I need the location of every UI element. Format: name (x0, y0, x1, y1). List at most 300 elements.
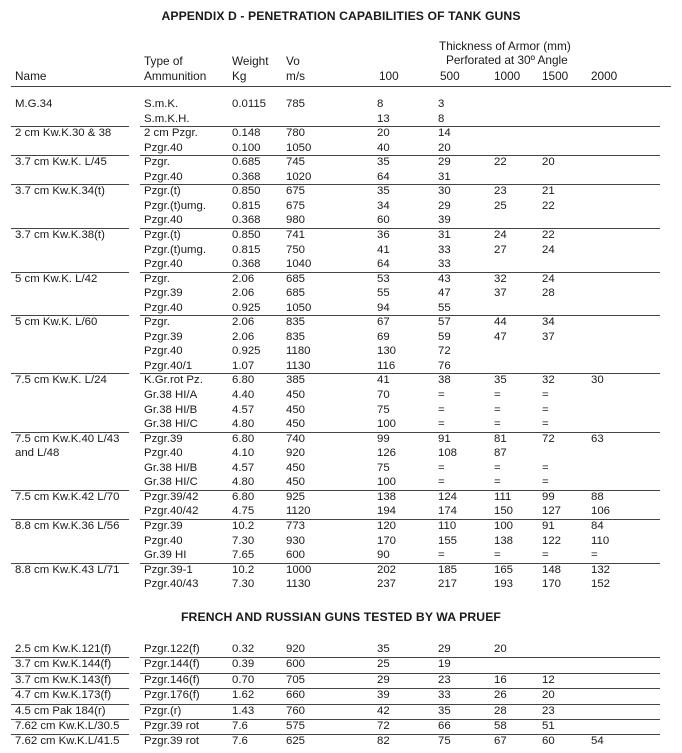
group-rule-data (140, 688, 660, 689)
pen-1000: 150 (494, 505, 514, 518)
weight-value: 2.06 (232, 287, 255, 300)
table-row (0, 643, 682, 656)
pen-500: 108 (438, 447, 458, 460)
pen-500: 47 (438, 287, 451, 300)
velocity-value: 741 (286, 228, 306, 241)
velocity-value: 925 (286, 490, 306, 503)
pen-1000: = (494, 418, 501, 431)
velocity-value: 1020 (286, 170, 312, 183)
table-row (0, 564, 682, 577)
ammunition-type: Pzgr.39 (144, 432, 183, 445)
pen-500: 33 (438, 258, 451, 271)
pen-100: 120 (377, 519, 397, 532)
group-rule-data (140, 519, 660, 520)
pen-100: 90 (377, 549, 390, 562)
pen-1000: 26 (494, 689, 507, 702)
group-rule-name (11, 490, 129, 491)
pen-1500: = (542, 549, 549, 562)
pen-500: 23 (438, 673, 451, 686)
pen-500: 185 (438, 563, 458, 576)
table-row (0, 520, 682, 533)
gun-name: 3.7 cm Kw.K. L/45 (15, 156, 107, 169)
pen-100: 94 (377, 301, 390, 314)
group-rule-name (11, 704, 129, 705)
ammunition-type: Pzgr.39 (144, 330, 183, 343)
weight-header-1: Weight (232, 54, 269, 68)
pen-1000: 165 (494, 563, 514, 576)
pen-100: 126 (377, 447, 397, 460)
table-row (0, 505, 682, 518)
gun-name: M.G.34 (15, 98, 53, 110)
ammunition-type: Pzgr.40/1 (144, 359, 193, 372)
group-rule-data (140, 184, 660, 185)
velocity-value: 1050 (286, 141, 312, 154)
pen-2000: 54 (591, 735, 604, 748)
group-rule-name (11, 126, 129, 127)
pen-100: 72 (377, 720, 390, 732)
ammunition-type: Pzgr.(t)umg. (144, 243, 207, 256)
range-header-1500: 1500 (542, 69, 569, 83)
pen-1000: 23 (494, 185, 507, 198)
velocity-value: 1050 (286, 301, 312, 314)
velocity-value: 785 (286, 98, 306, 110)
pen-100: 8 (377, 98, 384, 110)
pen-100: 39 (377, 689, 390, 702)
table-row (0, 214, 682, 227)
pen-500: 43 (438, 272, 451, 285)
weight-value: 7.65 (232, 549, 255, 562)
ammunition-type: K.Gr.rot Pz. (144, 374, 203, 387)
pen-500: 33 (438, 243, 451, 256)
table-row (0, 476, 682, 489)
pen-1000: 87 (494, 447, 507, 460)
pen-1500: 24 (542, 243, 555, 256)
ammunition-type: Pzgr.40 (144, 214, 183, 227)
pen-100: 237 (377, 578, 397, 591)
range-header-1000: 1000 (494, 69, 521, 83)
weight-value: 10.2 (232, 519, 255, 532)
pen-500: 217 (438, 578, 458, 591)
pen-1500: 148 (542, 563, 562, 576)
pen-1500: = (542, 476, 549, 489)
table-row (0, 705, 682, 718)
ammunition-type: Pzgr.39 (144, 519, 183, 532)
pen-100: 40 (377, 141, 390, 154)
weight-value: 4.57 (232, 403, 255, 416)
pen-100: 13 (377, 112, 390, 125)
velocity-value: 685 (286, 287, 306, 300)
pen-100: 100 (377, 418, 397, 431)
pen-500: = (438, 461, 445, 474)
pen-1500: 28 (542, 287, 555, 300)
table-row (0, 404, 682, 417)
pen-500: 91 (438, 432, 451, 445)
table-row (0, 244, 682, 257)
gun-name: 8.8 cm Kw.K.43 L/71 (15, 563, 120, 576)
group-rule-data (140, 657, 660, 658)
weight-value: 0.32 (232, 643, 255, 655)
pen-2000: 63 (591, 432, 604, 445)
weight-value: 1.07 (232, 359, 255, 372)
table-row (0, 720, 682, 733)
pen-100: 42 (377, 704, 390, 717)
pen-1000: 24 (494, 228, 507, 241)
ammunition-type: Pzgr.146(f) (144, 673, 200, 686)
pen-1500: 99 (542, 490, 555, 503)
weight-value: 7.6 (232, 720, 248, 732)
pen-500: = (438, 549, 445, 562)
velocity-value: 675 (286, 185, 306, 198)
group-rule-data (140, 432, 660, 433)
pen-1500: = (542, 418, 549, 431)
pen-100: 67 (377, 316, 390, 329)
pen-100: 130 (377, 345, 397, 358)
type-header-2: Ammunition (144, 69, 207, 83)
ammunition-type: Gr.39 HI (144, 549, 187, 562)
weight-value: 1.62 (232, 689, 255, 702)
pen-500: 33 (438, 689, 451, 702)
pen-1000: = (494, 549, 501, 562)
velocity-value: 750 (286, 243, 306, 256)
gun-name: and L/48 (15, 447, 60, 460)
vo-header-1: Vo (286, 54, 300, 68)
velocity-value: 1040 (286, 258, 312, 271)
pen-500: 31 (438, 228, 451, 241)
weight-value: 6.80 (232, 432, 255, 445)
weight-value: 0.100 (232, 141, 261, 154)
ammunition-type: Gr.38 HI/C (144, 418, 198, 431)
pen-500: 174 (438, 505, 458, 518)
weight-value: 7.6 (232, 735, 248, 748)
gun-name: 4.5 cm Pak 184(r) (15, 704, 106, 717)
ammunition-type: Gr.38 HI/B (144, 461, 198, 474)
table-row (0, 113, 682, 126)
group-rule-name (11, 563, 129, 564)
weight-value: 0.368 (232, 258, 261, 271)
group-rule-name (11, 228, 129, 229)
pen-2000: 152 (591, 578, 611, 591)
weight-value: 0.148 (232, 127, 261, 140)
velocity-value: 1130 (286, 359, 311, 372)
pen-1000: 25 (494, 199, 507, 212)
weight-value: 0.850 (232, 185, 261, 198)
pen-500: 8 (438, 112, 445, 125)
weight-value: 2.06 (232, 316, 255, 329)
velocity-value: 450 (286, 476, 306, 489)
group-rule-data (140, 373, 660, 374)
pen-500: = (438, 403, 445, 416)
pen-100: 75 (377, 403, 390, 416)
group-rule-name (11, 373, 129, 374)
velocity-value: 685 (286, 272, 306, 285)
ammunition-type: Gr.38 HI/C (144, 476, 198, 489)
pen-1500: 22 (542, 199, 555, 212)
table-row (0, 171, 682, 184)
gun-name: 3.7 cm Kw.K.34(t) (15, 185, 105, 198)
velocity-value: 705 (286, 673, 306, 686)
pen-1500: 37 (542, 330, 555, 343)
pen-100: 82 (377, 735, 390, 748)
velocity-value: 575 (286, 720, 306, 732)
angle-header: Perforated at 30º Angle (446, 53, 568, 67)
pen-100: 170 (377, 534, 397, 547)
pen-100: 99 (377, 432, 390, 445)
group-rule-data (140, 315, 660, 316)
group-rule-data (140, 734, 660, 735)
weight-value: 0.815 (232, 199, 261, 212)
pen-1000: 28 (494, 704, 507, 717)
velocity-value: 1120 (286, 505, 311, 518)
velocity-value: 600 (286, 658, 306, 671)
pen-1500: 21 (542, 185, 555, 198)
table-row (0, 689, 682, 702)
weight-value: 0.368 (232, 170, 261, 183)
velocity-value: 1000 (286, 563, 312, 576)
pen-1000: 20 (494, 643, 507, 655)
pen-500: = (438, 418, 445, 431)
pen-100: 35 (377, 643, 390, 655)
group-rule-data (140, 155, 660, 156)
pen-100: 100 (377, 476, 397, 489)
ammunition-type: Pzgr.40 (144, 534, 183, 547)
group-rule-data (140, 563, 660, 564)
pen-1500: = (542, 461, 549, 474)
pen-2000: 84 (591, 519, 604, 532)
weight-value: 6.80 (232, 374, 255, 387)
type-header-1: Type of (144, 54, 183, 68)
group-rule-data (140, 704, 660, 705)
group-rule-data (140, 719, 660, 720)
pen-100: 194 (377, 505, 397, 518)
ammunition-type: Pzgr.40/42 (144, 505, 199, 518)
velocity-value: 385 (286, 374, 306, 387)
table-row (0, 156, 682, 169)
pen-500: 75 (438, 735, 451, 748)
table-row (0, 331, 682, 344)
pen-100: 25 (377, 658, 390, 671)
range-header-500: 500 (440, 69, 460, 83)
pen-100: 70 (377, 389, 390, 401)
table-row (0, 447, 682, 460)
table-row (0, 735, 682, 748)
pen-1500: 91 (542, 519, 555, 532)
table-row (0, 578, 682, 591)
weight-header-2: Kg (232, 69, 247, 83)
velocity-value: 450 (286, 389, 306, 401)
pen-1000: 22 (494, 156, 507, 169)
table-row (0, 258, 682, 271)
pen-1500: 23 (542, 704, 555, 717)
ammunition-type: S.m.K. (144, 98, 179, 110)
pen-1000: 44 (494, 316, 507, 329)
pen-500: 72 (438, 345, 451, 358)
ammunition-type: Pzgr.40 (144, 258, 183, 271)
gun-name: 7.62 cm Kw.K.L/41.5 (15, 735, 120, 748)
pen-1000: = (494, 389, 501, 401)
pen-100: 35 (377, 185, 390, 198)
group-rule-data (140, 673, 660, 674)
velocity-value: 1130 (286, 578, 311, 591)
ammunition-type: Pzgr.39 rot (144, 735, 200, 748)
ammunition-type: Pzgr.(r) (144, 704, 182, 717)
thickness-header: Thickness of Armor (mm) (439, 39, 571, 53)
gun-name: 7.5 cm Kw.K. L/24 (15, 374, 107, 387)
page-title: APPENDIX D - PENETRATION CAPABILITIES OF TANK GUNS (161, 9, 521, 23)
pen-1500: 20 (542, 156, 555, 169)
pen-1000: 138 (494, 534, 514, 547)
pen-1500: 122 (542, 534, 562, 547)
group-rule-name (11, 432, 129, 433)
pen-2000: 132 (591, 563, 611, 576)
table-row (0, 433, 682, 446)
header-rule (11, 86, 671, 87)
velocity-value: 1180 (286, 345, 311, 358)
gun-name: 5 cm Kw.K. L/42 (15, 272, 98, 285)
range-header-2000: 2000 (591, 69, 618, 83)
velocity-value: 920 (286, 643, 306, 655)
velocity-value: 930 (286, 534, 306, 547)
pen-100: 60 (377, 214, 390, 227)
pen-100: 75 (377, 461, 390, 474)
ammunition-type: Pzgr.40 (144, 345, 183, 358)
pen-100: 53 (377, 272, 390, 285)
pen-500: 76 (438, 359, 451, 372)
ammunition-type: Pzgr.39 (144, 287, 183, 300)
ammunition-type: Pzgr.176(f) (144, 689, 200, 702)
ammunition-type: Pzgr.40/43 (144, 578, 199, 591)
weight-value: 2.06 (232, 330, 255, 343)
pen-2000: 106 (591, 505, 611, 518)
pen-500: 30 (438, 185, 451, 198)
group-rule-name (11, 155, 129, 156)
velocity-value: 660 (286, 689, 306, 702)
pen-500: 31 (438, 170, 451, 183)
weight-value: 2.06 (232, 272, 255, 285)
section-2-title: FRENCH AND RUSSIAN GUNS TESTED BY WA PRUEF (181, 610, 501, 624)
pen-500: 19 (438, 658, 451, 671)
pen-1500: 60 (542, 735, 555, 748)
pen-1000: 16 (494, 673, 507, 686)
pen-1500: 20 (542, 689, 555, 702)
pen-1500: 12 (542, 673, 555, 686)
velocity-value: 675 (286, 199, 306, 212)
ammunition-type: 2 cm Pzgr. (144, 127, 198, 140)
pen-100: 116 (377, 359, 396, 372)
weight-value: 10.2 (232, 563, 255, 576)
weight-value: 4.10 (232, 447, 255, 460)
table-row (0, 374, 682, 387)
pen-1000: = (494, 476, 501, 489)
pen-500: 29 (438, 643, 451, 655)
table-row (0, 287, 682, 300)
velocity-value: 773 (286, 519, 306, 532)
pen-500: 155 (438, 534, 458, 547)
group-rule-name (11, 734, 129, 735)
pen-1000: 37 (494, 287, 507, 300)
pen-1500: 51 (542, 720, 555, 732)
pen-100: 55 (377, 287, 390, 300)
velocity-value: 780 (286, 127, 306, 140)
table-row (0, 302, 682, 315)
gun-name: 8.8 cm Kw.K.36 L/56 (15, 519, 120, 532)
ammunition-type: Pzgr.(t) (144, 185, 181, 198)
gun-name: 7.62 cm Kw.K.L/30.5 (15, 720, 120, 732)
ammunition-type: Pzgr.39/42 (144, 490, 199, 503)
velocity-value: 625 (286, 735, 306, 748)
pen-1000: 47 (494, 330, 507, 343)
weight-value: 0.925 (232, 345, 261, 358)
pen-1500: = (542, 403, 549, 416)
pen-1500: 127 (542, 505, 562, 518)
ammunition-type: Pzgr.(t) (144, 228, 181, 241)
table-row (0, 491, 682, 504)
pen-1500: 34 (542, 316, 555, 329)
pen-500: 39 (438, 214, 451, 227)
weight-value: 0.0115 (232, 98, 266, 110)
pen-500: 29 (438, 199, 451, 212)
ammunition-type: Pzgr. (144, 316, 170, 329)
pen-1000: 100 (494, 519, 514, 532)
velocity-value: 450 (286, 461, 306, 474)
pen-1500: = (542, 389, 549, 401)
ammunition-type: Pzgr.40 (144, 301, 183, 314)
velocity-value: 835 (286, 316, 306, 329)
pen-500: 110 (438, 519, 457, 532)
velocity-value: 740 (286, 432, 306, 445)
table-row (0, 658, 682, 671)
table-row (0, 360, 682, 373)
velocity-value: 600 (286, 549, 306, 562)
pen-1500: 170 (542, 578, 562, 591)
name-header: Name (15, 69, 47, 83)
pen-500: 35 (438, 704, 451, 717)
pen-100: 36 (377, 228, 390, 241)
table-row (0, 127, 682, 140)
velocity-value: 980 (286, 214, 306, 227)
group-rule-name (11, 272, 129, 273)
weight-value: 4.80 (232, 476, 255, 489)
gun-name: 3.7 cm Kw.K.144(f) (15, 658, 112, 671)
table-row (0, 549, 682, 562)
ammunition-type: Gr.38 HI/A (144, 389, 198, 401)
gun-name: 2.5 cm Kw.K.121(f) (15, 643, 112, 655)
gun-name: 5 cm Kw.K. L/60 (15, 316, 98, 329)
pen-1500: 72 (542, 432, 555, 445)
pen-100: 20 (377, 127, 390, 140)
ammunition-type: Pzgr. (144, 156, 170, 169)
group-rule-name (11, 673, 129, 674)
pen-1000: = (494, 403, 501, 416)
table-row (0, 462, 682, 475)
ammunition-type: Gr.38 HI/B (144, 403, 198, 416)
pen-500: 38 (438, 374, 451, 387)
pen-100: 138 (377, 490, 397, 503)
pen-1000: 58 (494, 720, 507, 732)
pen-100: 69 (377, 330, 390, 343)
weight-value: 0.70 (232, 673, 255, 686)
weight-value: 1.43 (232, 704, 255, 717)
pen-100: 35 (377, 156, 390, 169)
pen-100: 34 (377, 199, 390, 212)
pen-2000: = (591, 549, 598, 562)
pen-1000: 35 (494, 374, 507, 387)
range-header-100: 100 (379, 69, 399, 83)
pen-100: 41 (377, 243, 390, 256)
pen-500: 66 (438, 720, 451, 732)
pen-100: 202 (377, 563, 397, 576)
pen-1500: 24 (542, 272, 555, 285)
ammunition-type: Pzgr.39-1 (144, 563, 193, 576)
